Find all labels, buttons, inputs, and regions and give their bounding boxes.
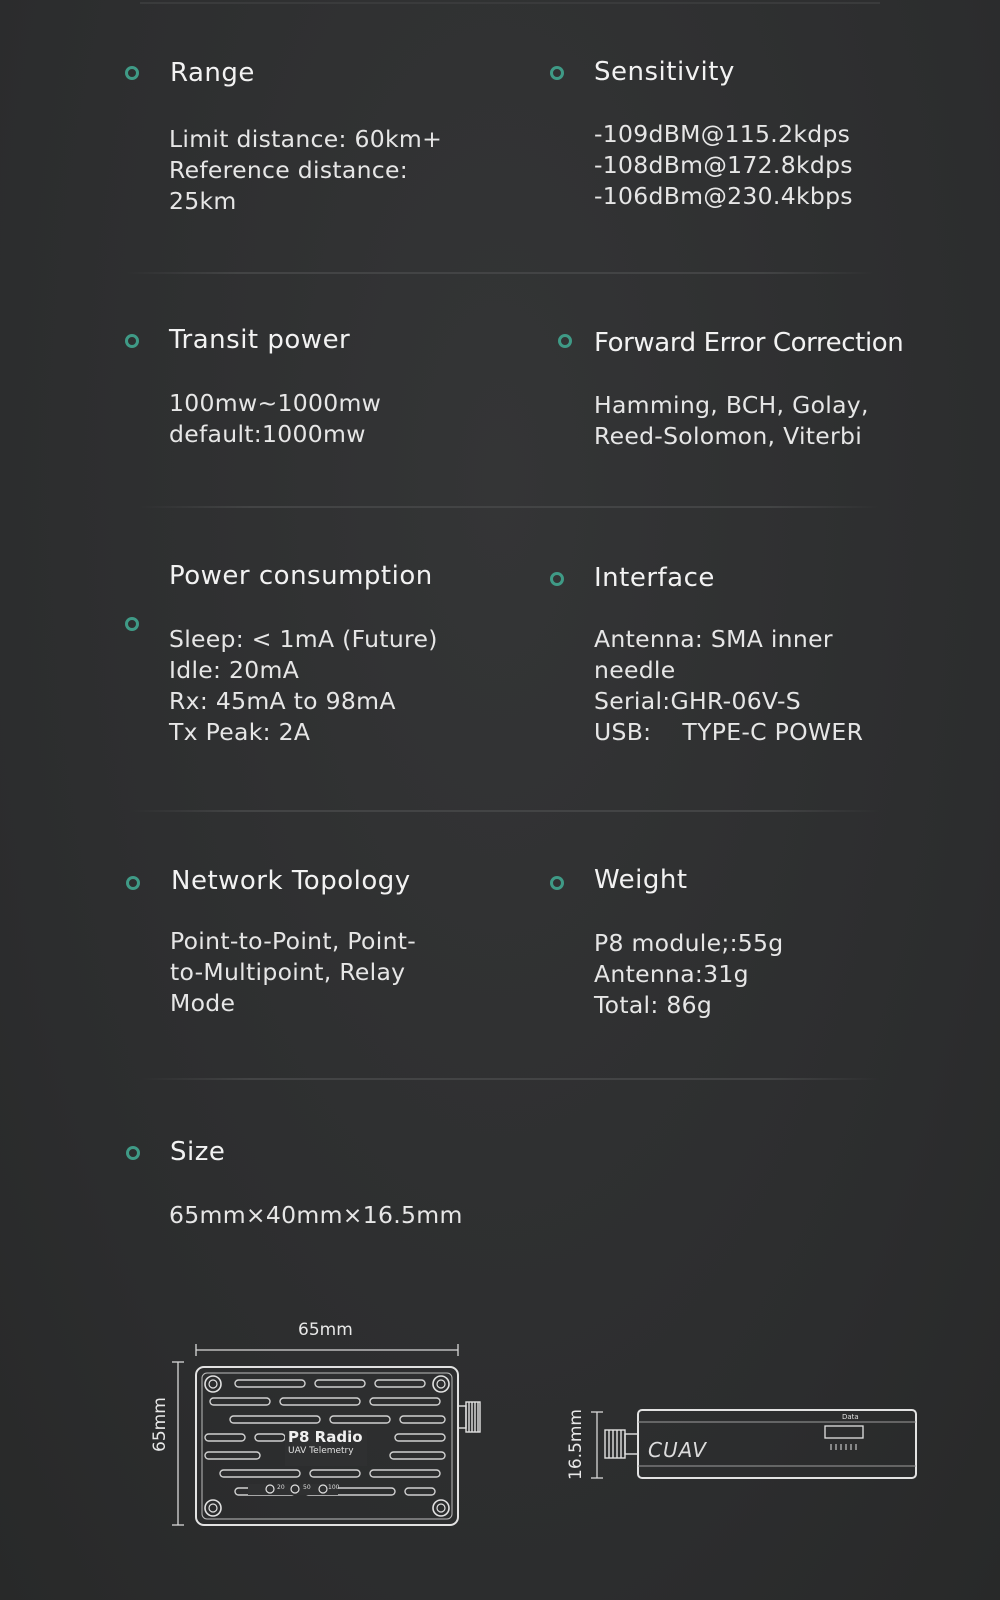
- spec-line: P8 module;:55g: [594, 929, 784, 957]
- spec-line: Reference distance:: [169, 156, 409, 184]
- spec-lines: [594, 624, 863, 748]
- spec-title: Transit power: [169, 325, 351, 355]
- spec-title: Forward Error Correction: [594, 328, 904, 358]
- power-mark-label: 50: [303, 1484, 311, 1491]
- spec-line: needle: [594, 656, 676, 684]
- spec-lines: [169, 388, 381, 450]
- spec-lines: [170, 926, 416, 1019]
- power-mark-label: 100: [328, 1484, 340, 1491]
- section-divider: [140, 506, 880, 508]
- spec-line: Antenna: SMA inner: [594, 625, 833, 653]
- spec-title: Weight: [594, 865, 688, 895]
- spec-line: Serial:GHR-06V-S: [594, 687, 801, 715]
- spec-line: 65mm×40mm×16.5mm: [169, 1201, 463, 1229]
- section-divider: [125, 272, 875, 274]
- spec-lines: [169, 1200, 463, 1231]
- spec-line: -106dBm@230.4kbps: [594, 182, 853, 210]
- bullet-icon: [126, 1146, 140, 1160]
- spec-line: Tx Peak: 2A: [169, 718, 311, 746]
- height-dimension-label: 65mm: [150, 1397, 170, 1452]
- spec-line: 100mw~1000mw: [169, 389, 382, 417]
- spec-title: Interface: [594, 563, 715, 593]
- spec-title: Network Topology: [171, 866, 411, 896]
- spec-lines: [169, 124, 442, 217]
- bullet-icon: [558, 334, 572, 348]
- power-mark-label: 20: [277, 1484, 285, 1491]
- spec-line: Hamming, BCH, Golay,: [594, 391, 869, 419]
- spec-lines: [169, 624, 438, 748]
- spec-line: to-Multipoint, Relay: [170, 958, 406, 986]
- spec-line: Reed-Solomon, Viterbi: [594, 422, 863, 450]
- spec-title: Size: [170, 1137, 226, 1167]
- spec-title: Sensitivity: [594, 57, 735, 87]
- spec-lines: [594, 928, 784, 1021]
- spec-line: USB: TYPE-C POWER: [594, 718, 864, 746]
- bullet-icon: [125, 66, 139, 80]
- spec-line: default:1000mw: [169, 420, 366, 448]
- spec-title: Power consumption: [169, 561, 433, 591]
- data-port-label: Data: [842, 1413, 859, 1421]
- spec-line: Rx: 45mA to 98mA: [169, 687, 396, 715]
- section-divider: [130, 810, 880, 812]
- spec-line: Total: 86g: [594, 991, 713, 1019]
- spec-line: Sleep: < 1mA (Future): [169, 625, 438, 653]
- spec-line: -108dBm@172.8kdps: [594, 151, 853, 179]
- cuav-logo: CUAV: [648, 1438, 707, 1462]
- section-divider: [140, 1078, 880, 1080]
- bullet-icon: [550, 876, 564, 890]
- spec-line: -109dBM@115.2kdps: [594, 120, 851, 148]
- bullet-icon: [125, 617, 139, 631]
- spec-lines: [594, 390, 869, 452]
- bullet-icon: [125, 334, 139, 348]
- spec-title: Range: [170, 58, 255, 88]
- product-name-label: P8 Radio: [288, 1428, 363, 1446]
- spec-line: 25km: [169, 187, 237, 215]
- product-sub-label: UAV Telemetry: [288, 1446, 354, 1456]
- p8-radio-side-view: [585, 1400, 925, 1490]
- spec-line: Antenna:31g: [594, 960, 749, 988]
- spec-lines: [594, 119, 853, 212]
- spec-line: Limit distance: 60km+: [169, 125, 443, 153]
- top-divider: [140, 2, 880, 4]
- bullet-icon: [126, 876, 140, 890]
- bullet-icon: [550, 572, 564, 586]
- bullet-icon: [550, 66, 564, 80]
- spec-line: Idle: 20mA: [169, 656, 300, 684]
- spec-line: Mode: [170, 989, 236, 1017]
- spec-line: Point-to-Point, Point-: [170, 927, 417, 955]
- width-dimension-label: 65mm: [298, 1320, 353, 1340]
- thickness-dimension-label: 16.5mm: [566, 1409, 586, 1480]
